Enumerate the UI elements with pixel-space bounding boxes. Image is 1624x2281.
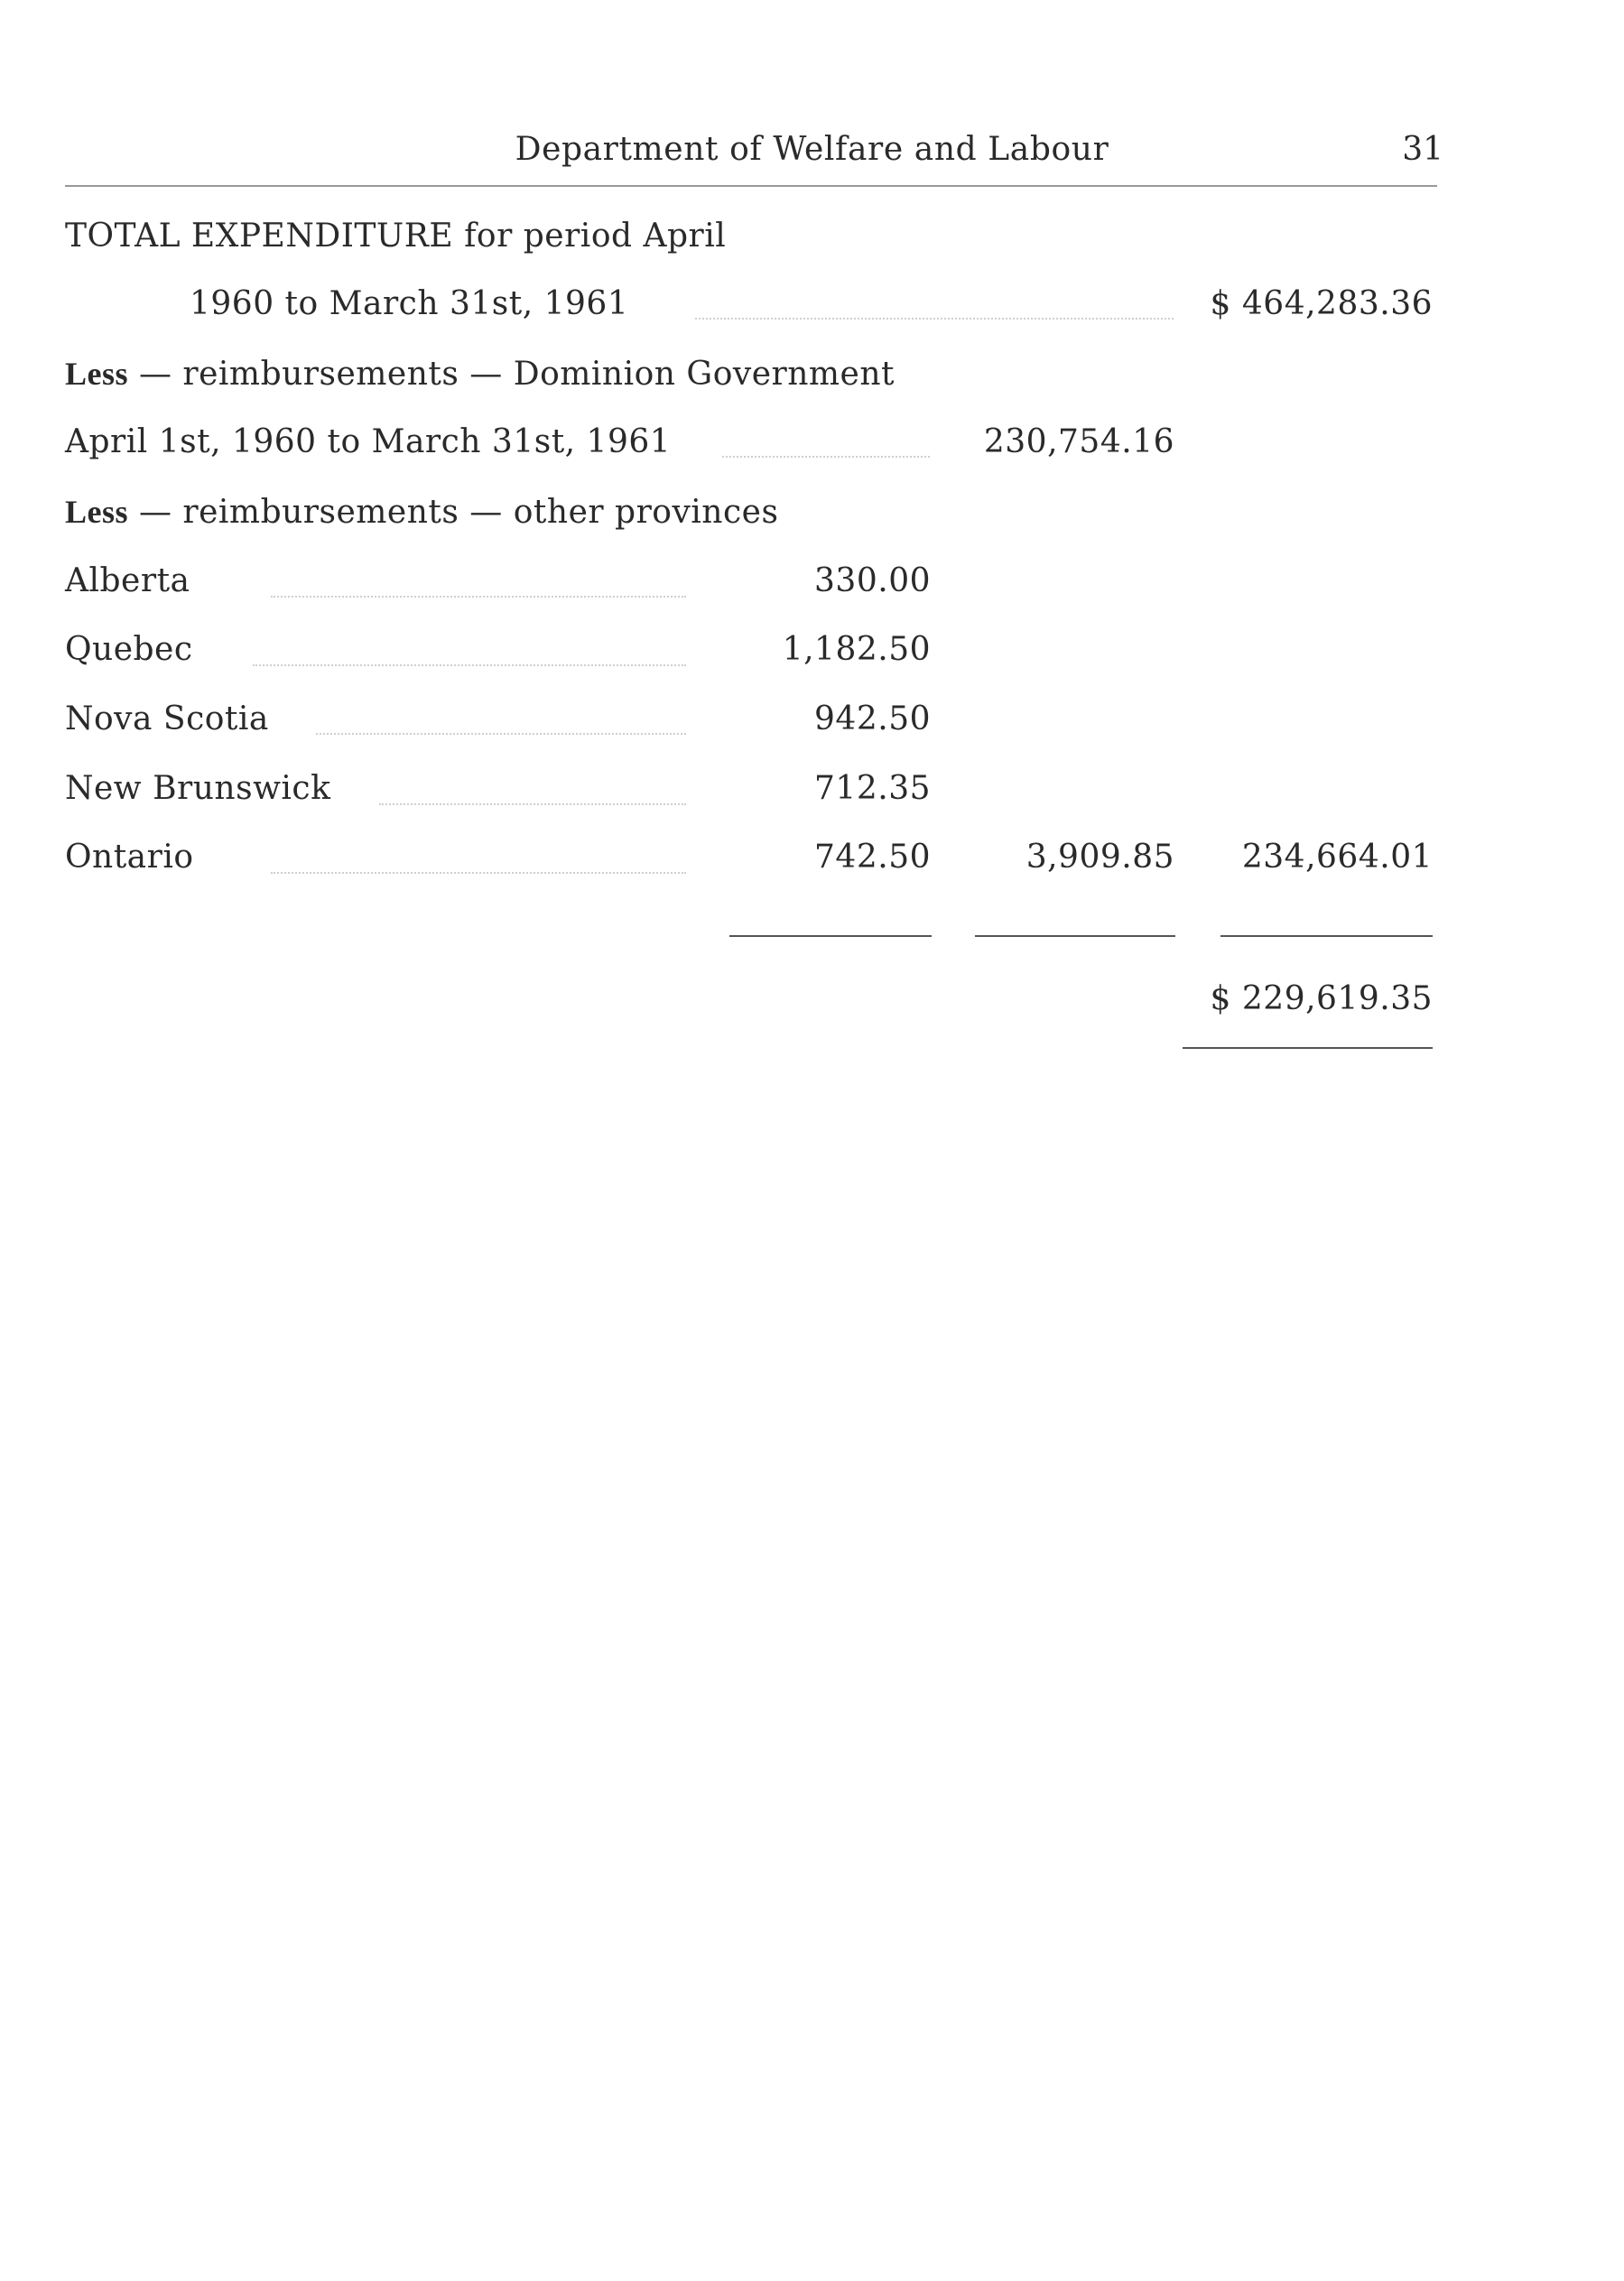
dominion-heading [65,354,895,394]
dot-leader [271,596,686,598]
provinces-subtotal: 3,909.85 [1025,839,1174,876]
total-expenditure-line1: TOTAL EXPENDITURE for period April [65,218,727,255]
province-name-ontario: Ontario [65,839,194,876]
dot-leader [253,664,686,666]
net-amount: $ 229,619.35 [1210,980,1433,1017]
dot-leader [722,456,930,458]
reimbursements-combined-total: 234,664.01 [1241,839,1433,876]
provinces-heading [65,492,778,533]
province-name-alberta: Alberta [65,562,190,599]
header-rule [65,185,1437,187]
total-expenditure-line2: 1960 to March 31st, 1961 [190,285,629,322]
dominion-period-label: April 1st, 1960 to March 31st, 1961 [65,423,672,460]
province-amount-alberta: 330.00 [814,562,931,599]
province-name-new-brunswick: New Brunswick [65,770,331,807]
dot-leader [695,318,1174,320]
running-header-title: Department of Welfare and Labour [515,131,1109,168]
dot-leader [316,733,686,735]
province-amount-new-brunswick: 712.35 [814,770,931,807]
dot-leader [271,872,686,874]
province-amount-quebec: 1,182.50 [782,631,931,668]
sum-rule [975,935,1175,937]
less-label: Less [65,494,129,530]
province-name-quebec: Quebec [65,631,193,668]
less-label: Less [65,356,129,392]
province-amount-ontario: 742.50 [814,839,931,876]
dominion-amount: 230,754.16 [983,423,1174,460]
sum-rule [1220,935,1433,937]
total-expenditure-amount: $ 464,283.36 [1210,285,1433,322]
page-number: 31 [1402,131,1443,168]
province-amount-nova-scotia: 942.50 [814,700,931,737]
dominion-heading-text: — reimbursements — Dominion Government [128,356,895,393]
dot-leader [379,803,686,805]
sum-rule [729,935,932,937]
net-underline [1183,1047,1433,1049]
province-name-nova-scotia: Nova Scotia [65,700,269,737]
provinces-heading-text: — reimbursements — other provinces [128,494,779,531]
